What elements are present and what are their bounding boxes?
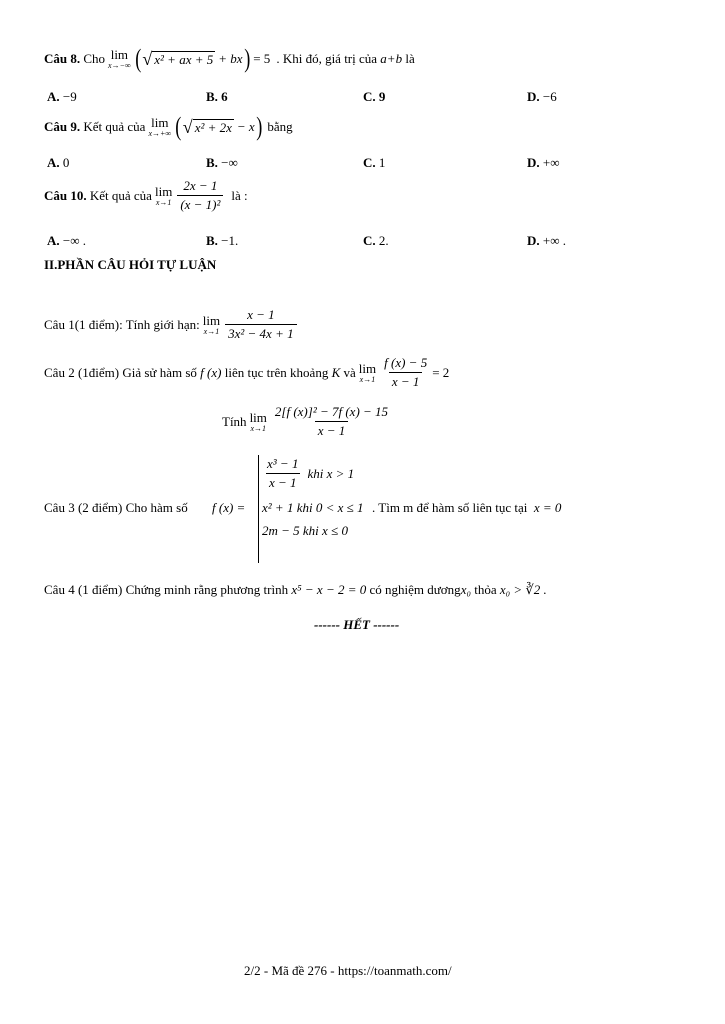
option-d: D. +∞ xyxy=(527,155,560,170)
limit: lim x→1 xyxy=(249,409,267,433)
fraction: $\frac{\text{2[f (x)]² − 7f (x) − 15}}{x - 1}$ xyxy=(274,404,389,438)
question-8-pre: Cho xyxy=(83,51,106,66)
option-d: D. −6 xyxy=(527,89,557,104)
fraction: $\frac{f (x) - 5}{x - 1}$ xyxy=(384,355,428,389)
option-b: B. 6 xyxy=(206,89,228,104)
limit: lim x→−∞ xyxy=(108,47,131,70)
option-b: B. −1. xyxy=(206,233,239,248)
sqrt-expression: √ x² + ax + 5 xyxy=(142,49,214,69)
option-c: C. 1 xyxy=(363,155,386,170)
question-10: Câu 10. Kết quả của lim x→1 $\frac{2x - 1}{\text{(x − 1)²}}$ là : xyxy=(44,178,248,212)
question-9-label: Câu 9. xyxy=(44,119,81,134)
function-name: f (x) = xyxy=(212,500,246,515)
limit: lim x→1 xyxy=(358,360,377,384)
fraction: $\frac{\text{x³ − 1}}{x - 1}$ xyxy=(267,456,299,490)
essay-question-4: Câu 4 (1 điểm) Chứng minh rằng phương trình x⁵ − x − 2 = 0 có nghiệm dương x₀ thỏa x₀ > ∛2 . xyxy=(44,582,547,597)
piecewise-case-3: 2m − 5 khi x ≤ 0 xyxy=(262,523,348,538)
essay-question-1: Câu 1(1 điểm): Tính giới hạn: lim x→1 $\frac{x - 1}{\text{3x² − 4x + 1}}$ xyxy=(44,307,299,342)
page-footer: 2/2 - Mã đề 276 - https://toanmath.com/ xyxy=(244,963,452,978)
fraction: $\frac{2x - 1}{\text{(x − 1)²}}$ xyxy=(177,178,223,213)
limit: lim x→1 xyxy=(202,312,221,336)
option-a: A. −9 xyxy=(47,89,77,104)
question-9: Câu 9. Kết quả của lim x→+∞ ( √ x² + 2x − x ) bằng xyxy=(44,112,293,141)
piecewise-case-1: $\frac{\text{x³ − 1}}{x - 1}$ khi x > 1 xyxy=(262,456,354,491)
piecewise-case-2: x² + 1 khi 0 < x ≤ 1 xyxy=(262,500,364,515)
essay-question-2: Câu 2 (1điểm) Giả sử hàm số f (x) liên tục trên khoảng K và lim x→1 $\frac{f (x) - 5}{x - 1}$ = 2 xyxy=(44,355,450,389)
fraction: $\frac{x - 1}{\text{3x² − 4x + 1}}$ xyxy=(225,307,296,342)
question-8: Câu 8. Cho lim x→−∞ ( √ x² + ax + 5 + bx ) = 5 . Khi đó, giá trị của a+b là xyxy=(44,44,415,73)
option-b: B. −∞ xyxy=(206,155,238,170)
limit: lim x→+∞ xyxy=(148,115,172,138)
option-a: A. −∞ . xyxy=(47,233,86,248)
essay-question-3-tail: . Tìm m để hàm số liên tục tại x = 0 xyxy=(372,500,562,515)
question-8-label: Câu 8. xyxy=(44,51,81,66)
section-title: II.PHẦN CÂU HỎI TỰ LUẬN xyxy=(44,257,217,272)
sqrt-expression: √ x² + 2x xyxy=(182,117,232,137)
essay-question-3-label: Câu 3 (2 điểm) Cho hàm số xyxy=(44,500,188,515)
essay-question-2-calc: Tính lim x→1 $\frac{\text{2[f (x)]² − 7f (x) − 15}}{x - 1}$ xyxy=(222,404,393,439)
option-c: C. 9 xyxy=(363,89,386,104)
option-a: A. 0 xyxy=(47,155,70,170)
question-10-label: Câu 10. xyxy=(44,187,87,203)
limit: lim x→1 xyxy=(154,183,173,207)
option-d: D. +∞ . xyxy=(527,233,566,248)
option-c: C. 2. xyxy=(363,233,389,248)
end-marker: ------ HẾT ------ xyxy=(314,617,400,632)
